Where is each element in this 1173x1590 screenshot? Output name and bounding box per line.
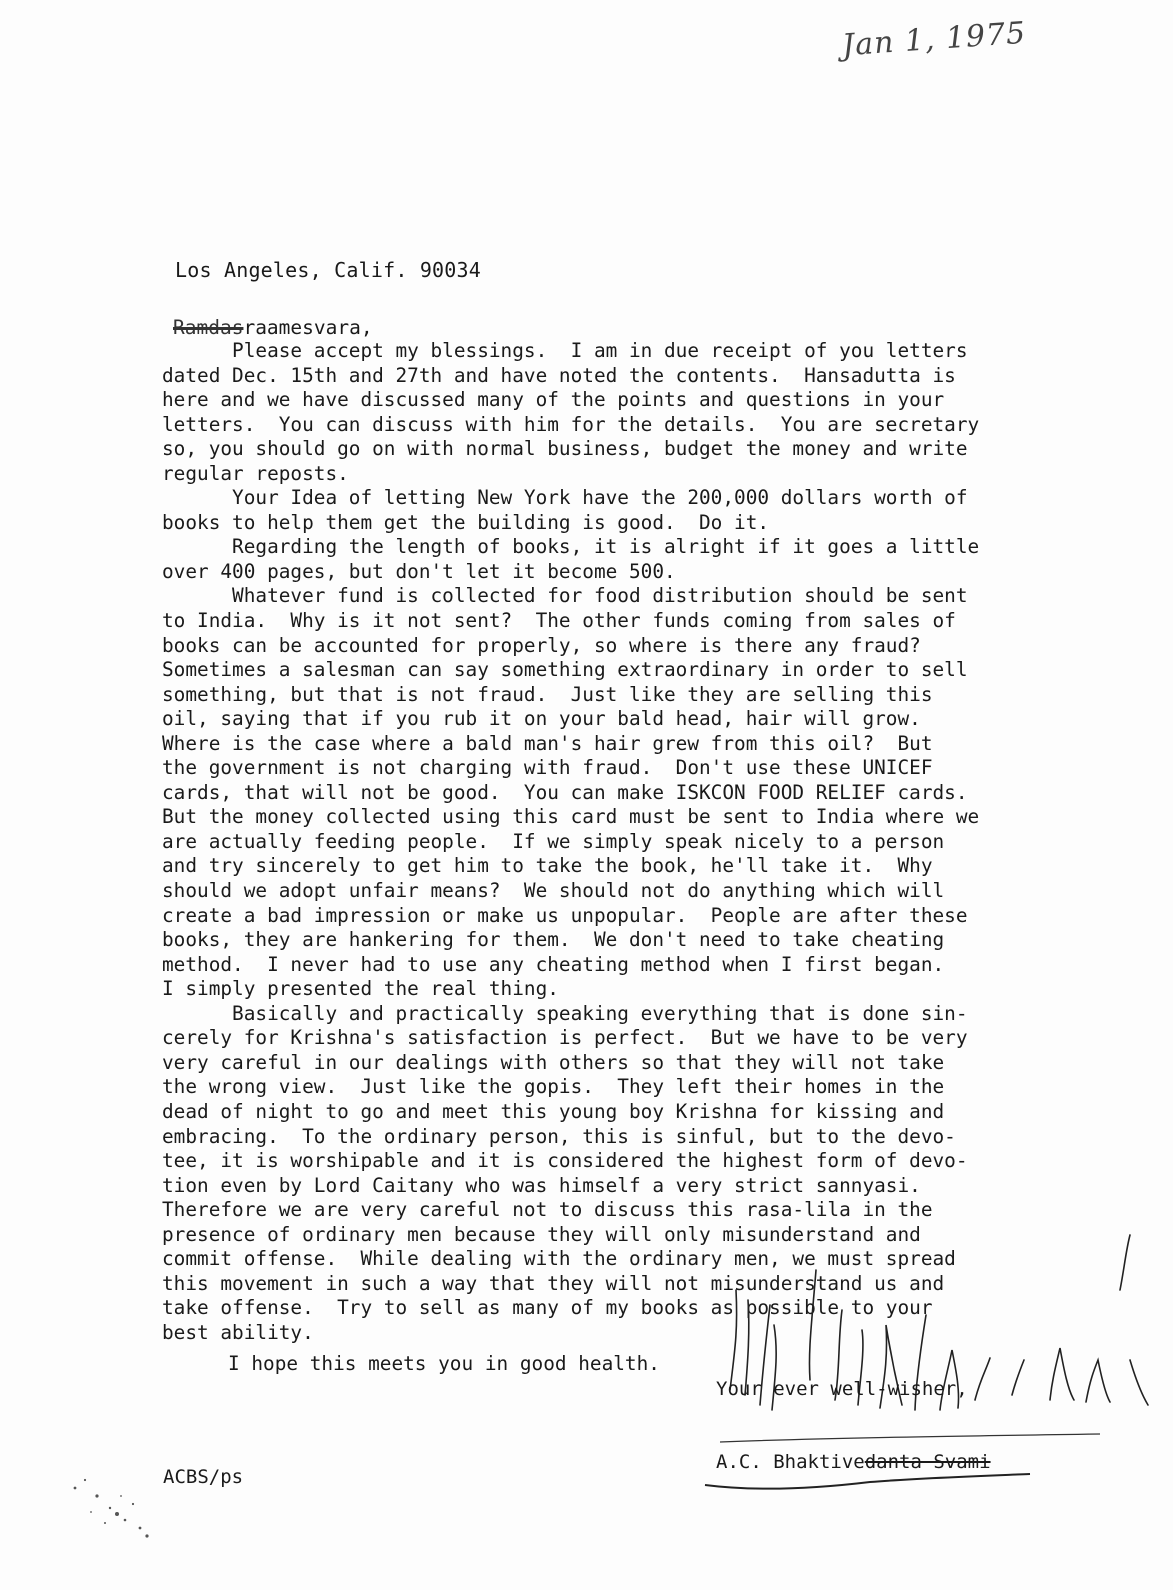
body-line: Basically and practically speaking everything that is done sin- xyxy=(162,1001,968,1025)
body-line: oil, saying that if you rub it on your bald head, hair will grow. xyxy=(162,707,921,731)
paragraph-4 xyxy=(162,584,1062,1001)
body-line: this movement in such a way that they will not misunderstand us and xyxy=(162,1271,945,1295)
body-line: best ability. xyxy=(162,1320,314,1344)
body-line: tion even by Lord Caitany who was himself a very strict sannyasi. xyxy=(162,1173,921,1197)
body-line: Please accept my blessings. I am in due receipt of you letters xyxy=(162,339,968,362)
body-line: something, but that is not fraud. Just like they are selling this xyxy=(162,682,933,706)
body-line: embracing. To the ordinary person, this is sinful, but to the devo- xyxy=(162,1124,956,1148)
body-line: create a bad impression or make us unpopular. People are after these xyxy=(162,903,968,927)
body-line: regular reposts. xyxy=(162,461,349,485)
body-line: should we adopt unfair means? We should not do anything which will xyxy=(162,879,945,903)
body-line: commit offense. While dealing with the ordinary men, we must spread xyxy=(162,1247,956,1271)
paragraph-2 xyxy=(162,486,1062,535)
body-line: dated Dec. 15th and 27th and have noted the contents. Hansadutta is xyxy=(162,363,956,387)
body-line: But the money collected using this card must be sent to India where we xyxy=(162,805,980,829)
body-line: books, they are hankering for them. We don't need to take cheating xyxy=(162,928,945,952)
body-line: Regarding the length of books, it is alright if it goes a little xyxy=(162,535,980,559)
body-line: here and we have discussed many of the points and questions in your xyxy=(162,388,945,412)
body-line: books to help them get the building is good. Do it. xyxy=(162,510,770,534)
signer-name-struck: danta Svami xyxy=(864,1451,991,1473)
body-line: the wrong view. Just like the gopis. They left their homes in the xyxy=(162,1075,945,1099)
body-line: books can be accounted for properly, so where is there any fraud? xyxy=(162,633,921,657)
reference-initials: ACBS/ps xyxy=(163,1466,244,1488)
salutation-struck-name: Ramdas xyxy=(173,316,244,339)
signer-name xyxy=(716,1451,991,1473)
letter-body xyxy=(162,339,1062,1345)
handwritten-date: Jan 1, 1975 xyxy=(841,15,1028,64)
address-line: Los Angeles, Calif. 90034 xyxy=(175,258,482,282)
body-line: so, you should go on with normal business, budget the money and write xyxy=(162,437,968,461)
closing-line: I hope this meets you in good health. xyxy=(228,1352,660,1375)
body-line: I simply presented the real thing. xyxy=(162,977,559,1001)
salutation-name: raamesvara, xyxy=(243,316,373,339)
body-line: letters. You can discuss with him for the details. You are secretary xyxy=(162,412,980,436)
body-line: cerely for Krishna's satisfaction is perfect. But we have to be very xyxy=(162,1026,968,1050)
body-line: method. I never had to use any cheating method when I first began. xyxy=(162,952,945,976)
body-line: Whatever fund is collected for food distribution should be sent xyxy=(162,584,968,608)
body-line: presence of ordinary men because they will only misunderstand and xyxy=(162,1222,921,1246)
salutation xyxy=(173,316,373,339)
body-line: Sometimes a salesman can say something extraordinary in order to sell xyxy=(162,658,968,682)
paragraph-1 xyxy=(162,339,1062,486)
body-line: very careful in our dealings with others so that they will not take xyxy=(162,1050,945,1074)
valediction: Your ever well-wisher, xyxy=(716,1378,968,1400)
body-line: the government is not charging with fraud. Don't use these UNICEF xyxy=(162,756,933,780)
body-line: cards, that will not be good. You can make ISKCON FOOD RELIEF cards. xyxy=(162,780,968,804)
body-line: over 400 pages, but don't let it become 500. xyxy=(162,559,676,583)
handwritten-signature xyxy=(690,1230,1160,1460)
signer-name-kept: A.C. Bhaktive xyxy=(716,1451,865,1473)
body-line: Therefore we are very careful not to discuss this rasa-lila in the xyxy=(162,1198,933,1222)
body-line: dead of night to go and meet this young boy Krishna for kissing and xyxy=(162,1099,945,1123)
body-line: Where is the case where a bald man's hair grew from this oil? But xyxy=(162,731,933,755)
body-line: to India. Why is it not sent? The other funds coming from sales of xyxy=(162,609,956,633)
scan-speckle xyxy=(55,1468,165,1548)
body-line: and try sincerely to get him to take the book, he'll take it. Why xyxy=(162,854,933,878)
paragraph-3 xyxy=(162,535,1062,584)
body-line: Your Idea of letting New York have the 200,000 dollars worth of xyxy=(162,486,968,510)
body-line: tee, it is worshipable and it is considered the highest form of devo- xyxy=(162,1149,968,1173)
body-line: take offense. Try to sell as many of my books as possible to your xyxy=(162,1296,933,1320)
body-line: are actually feeding people. If we simply speak nicely to a person xyxy=(162,829,945,853)
